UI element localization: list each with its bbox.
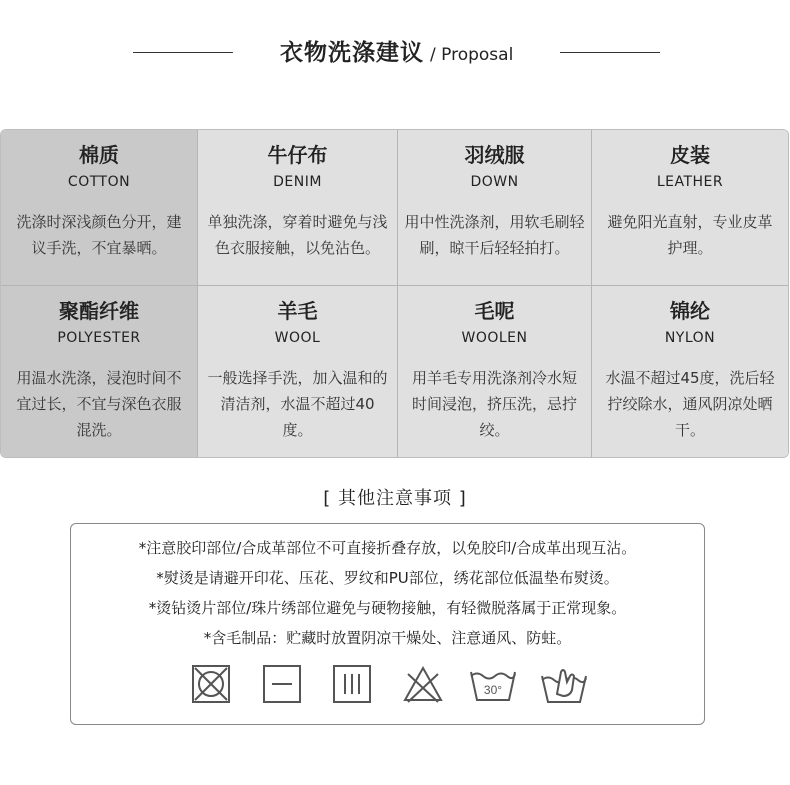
fabric-name-cn: 羽绒服 (464, 143, 525, 167)
drip-dry-icon (332, 664, 372, 704)
note-line: *含毛制品：贮藏时放置阴凉干燥处、注意通风、防蛀。 (203, 629, 572, 647)
fabric-care-text: 避免阳光直射，专业皮革护理。 (607, 213, 773, 257)
header-rule-left (133, 52, 233, 53)
fabric-cell-cotton (1, 130, 198, 286)
fabric-care-text: 水温不超过45度，洗后轻拧绞除水，通风阴凉处晒干。 (605, 369, 775, 439)
fabric-name-en: DOWN (470, 174, 519, 190)
notes-title: [ 其他注意事项 ] (323, 488, 467, 509)
fabric-name-cn: 羊毛 (277, 299, 318, 323)
fabric-name-cn: 皮装 (670, 143, 710, 167)
care-icons-row (71, 664, 706, 708)
fabric-name-en: WOOLEN (461, 330, 528, 346)
fabric-care-text: 用温水洗涤，浸泡时间不宜过长，不宜与深色衣服混洗。 (16, 369, 182, 439)
header-rule-right (560, 52, 660, 53)
fabric-name-en: DENIM (273, 174, 322, 190)
dry-flat-icon (262, 664, 302, 704)
fabric-cell-leather (592, 130, 788, 286)
fabric-name-cn: 棉质 (79, 143, 119, 167)
fabric-care-text: 一般选择手洗，加入温和的清洁剂，水温不超过40度。 (207, 369, 388, 439)
fabric-care-text: 洗涤时深浅颜色分开，建议手洗，不宜暴晒。 (16, 213, 182, 257)
fabric-name-cn: 聚酯纤维 (59, 299, 139, 323)
note-line: *烫钻烫片部位/珠片绣部位避免与硬物接触，有轻微脱落属于正常现象。 (148, 599, 627, 617)
fabric-name-en: POLYESTER (57, 330, 141, 346)
do-not-tumble-dry-icon (191, 664, 231, 704)
wash-30-icon (468, 664, 518, 704)
fabric-cell-woolen (398, 286, 592, 457)
fabric-cell-wool (198, 286, 398, 457)
note-line: *注意胶印部位/合成革部位不可直接折叠存放，以免胶印/合成革出现互沾。 (138, 539, 637, 557)
page-title-en: / Proposal (430, 45, 514, 65)
fabric-care-text: 用中性洗涤剂，用软毛刷轻刷，晾干后轻轻拍打。 (404, 213, 585, 257)
fabric-name-cn: 毛呢 (474, 299, 515, 323)
fabric-name-cn: 锦纶 (670, 299, 710, 323)
fabric-cell-nylon (592, 286, 788, 457)
fabric-name-en: COTTON (67, 174, 131, 190)
fabric-care-text: 用羊毛专用洗涤剂冷水短时间浸泡，挤压洗，忌拧绞。 (412, 369, 578, 439)
fabric-cell-denim (198, 130, 398, 286)
fabric-care-table (0, 129, 789, 458)
wash-temp-label: 30° (483, 683, 503, 697)
fabric-cell-polyester (1, 286, 198, 457)
fabric-cell-down (398, 130, 592, 286)
note-line: *熨烫是请避开印花、压花、罗纹和PU部位，绣花部位低温垫布熨烫。 (156, 569, 619, 587)
do-not-bleach-icon (402, 664, 444, 704)
hand-wash-icon (539, 664, 589, 704)
fabric-name-en: LEATHER (656, 174, 724, 190)
fabric-name-en: NYLON (664, 330, 716, 346)
notes-list (71, 533, 704, 653)
fabric-name-en: WOOL (274, 330, 321, 346)
page-header (0, 30, 790, 76)
fabric-name-cn: 牛仔布 (267, 143, 328, 167)
page-title (280, 34, 513, 67)
notes-box (70, 523, 705, 725)
page-title-cn: 衣物洗涤建议 (280, 40, 424, 66)
fabric-care-text: 单独洗涤，穿着时避免与浅色衣服接触，以免沾色。 (207, 213, 388, 257)
